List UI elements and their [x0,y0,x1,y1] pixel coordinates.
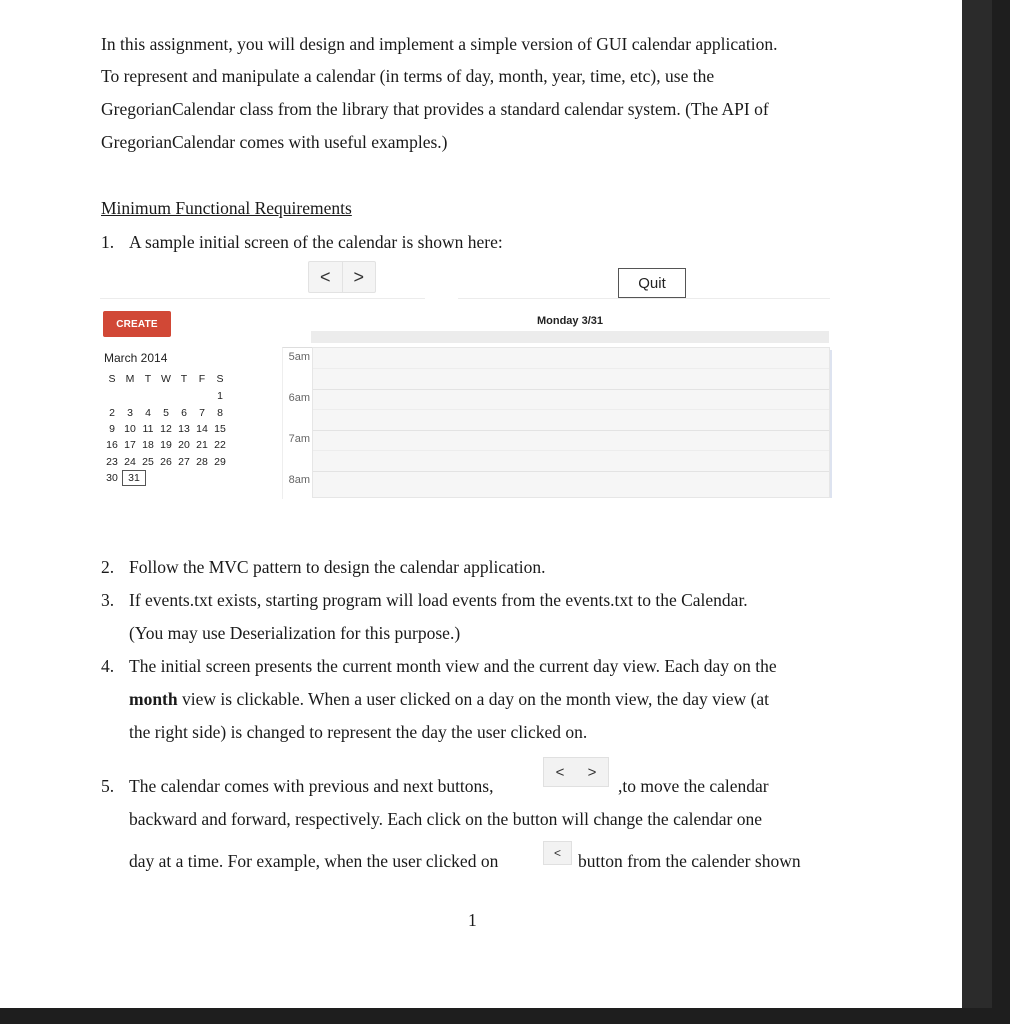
time-label: 5am [288,351,310,363]
day-cell[interactable]: 5 [163,407,169,419]
day-cell[interactable]: 27 [178,456,190,468]
bold-word: month [129,689,178,709]
day-cell[interactable]: 8 [217,407,223,419]
create-button[interactable]: CREATE [103,311,171,337]
divider [100,298,425,299]
hour-line [313,389,829,390]
day-cell[interactable]: 29 [214,456,226,468]
req5-line-1b: ,to move the calendar [618,776,769,796]
intro-line-1: In this assignment, you will design and implement a simple version of GUI calendar application. [101,34,778,54]
inline-prev-glyph: < [555,763,565,781]
req4-line-3: the right side) is changed to represent the day the user clicked on. [129,722,588,742]
hour-line [313,430,829,431]
time-label: 7am [288,433,310,445]
section-heading: Minimum Functional Requirements [101,198,352,218]
day-cell[interactable]: 30 [106,472,118,484]
day-cell[interactable]: 9 [109,423,115,435]
req2-text: Follow the MVC pattern to design the calendar application. [129,557,546,577]
req4-line-1: The initial screen presents the current month view and the current day view. Each day on the [129,656,777,676]
weekday-label: W [161,373,171,385]
divider [458,298,830,299]
half-hour-line [313,450,829,451]
day-time-grid[interactable] [312,347,830,498]
hour-line [313,471,829,472]
time-column [282,347,313,499]
weekday-label: T [144,373,152,385]
day-cell[interactable]: 25 [142,456,154,468]
req4-number: 4. [101,656,115,676]
day-cell[interactable]: 17 [124,439,136,451]
viewer-edge [0,1008,1010,1024]
quit-button[interactable]: Quit [618,268,686,298]
month-title: March 2014 [104,351,168,365]
day-cell[interactable]: 4 [145,407,151,419]
day-cell[interactable]: 2 [109,407,115,419]
prev-button[interactable]: < [309,262,343,292]
weekday-label: S [216,373,224,385]
day-cell[interactable]: 12 [160,423,172,435]
intro-line-2: To represent and manipulate a calendar (in terms of day, month, year, time, etc), use the [101,66,715,86]
half-hour-line [313,368,829,369]
day-cell[interactable]: 3 [127,407,133,419]
day-cell[interactable]: 11 [142,423,154,435]
time-label: 8am [288,474,310,486]
page-number: 1 [468,910,477,930]
inline-prev-image: < [543,841,572,865]
day-cell[interactable]: 20 [178,439,190,451]
req5-line-2: backward and forward, respectively. Each click on the button will change the calendar one [129,809,762,829]
half-hour-line [313,409,829,410]
prev-next-buttons[interactable] [308,261,376,293]
day-cell[interactable]: 26 [160,456,172,468]
req3-number: 3. [101,590,115,610]
req3-line-1: If events.txt exists, starting program will load events from the events.txt to the Calendar. [129,590,748,610]
req4-line-2-rest: view is clickable. When a user clicked on a day on the month view, the day view (at [177,689,770,709]
req1-text: A sample initial screen of the calendar is shown here: [129,232,503,252]
day-cell[interactable]: 23 [106,456,118,468]
day-view-title: Monday 3/31 [536,315,604,327]
day-cell[interactable]: 1 [217,390,223,402]
req1-number: 1. [101,232,115,252]
day-cell[interactable]: 7 [199,407,205,419]
req4-line-2 [129,688,769,710]
req5-line-1a: The calendar comes with previous and next buttons, [129,776,494,796]
weekday-label: F [198,373,206,385]
inline-next-glyph: > [587,763,597,781]
day-cell[interactable]: 10 [124,423,136,435]
intro-line-4: GregorianCalendar comes with useful examples.) [101,132,448,152]
intro-line-3: GregorianCalendar class from the library that provides a standard calendar system. (The API of [101,99,769,119]
day-cell[interactable]: 14 [196,423,208,435]
day-header-bar [311,331,829,343]
day-cell[interactable]: 15 [214,423,226,435]
weekday-label: T [180,373,188,385]
req5-line-3b: button from the calender shown [578,851,801,871]
scrollbar[interactable] [830,350,832,498]
day-cell[interactable]: 6 [181,407,187,419]
day-cell[interactable]: 16 [106,439,118,451]
weekday-label: S [108,373,116,385]
day-cell-selected[interactable]: 31 [122,470,146,486]
day-cell[interactable]: 13 [178,423,190,435]
day-cell[interactable]: 19 [160,439,172,451]
day-cell[interactable]: 18 [142,439,154,451]
next-button[interactable]: > [353,266,364,287]
req3-line-2: (You may use Deserialization for this purpose.) [129,623,461,643]
req2-number: 2. [101,557,115,577]
viewer-edge [992,0,1010,1024]
req5-number: 5. [101,776,115,796]
day-cell[interactable]: 21 [196,439,208,451]
day-cell[interactable]: 24 [124,456,136,468]
time-label: 6am [288,392,310,404]
req5-line-3a: day at a time. For example, when the user clicked on [129,851,499,871]
day-cell[interactable]: 28 [196,456,208,468]
day-cell[interactable]: 22 [214,439,226,451]
weekday-label: M [125,373,135,385]
inline-prev-next-image [543,757,609,787]
